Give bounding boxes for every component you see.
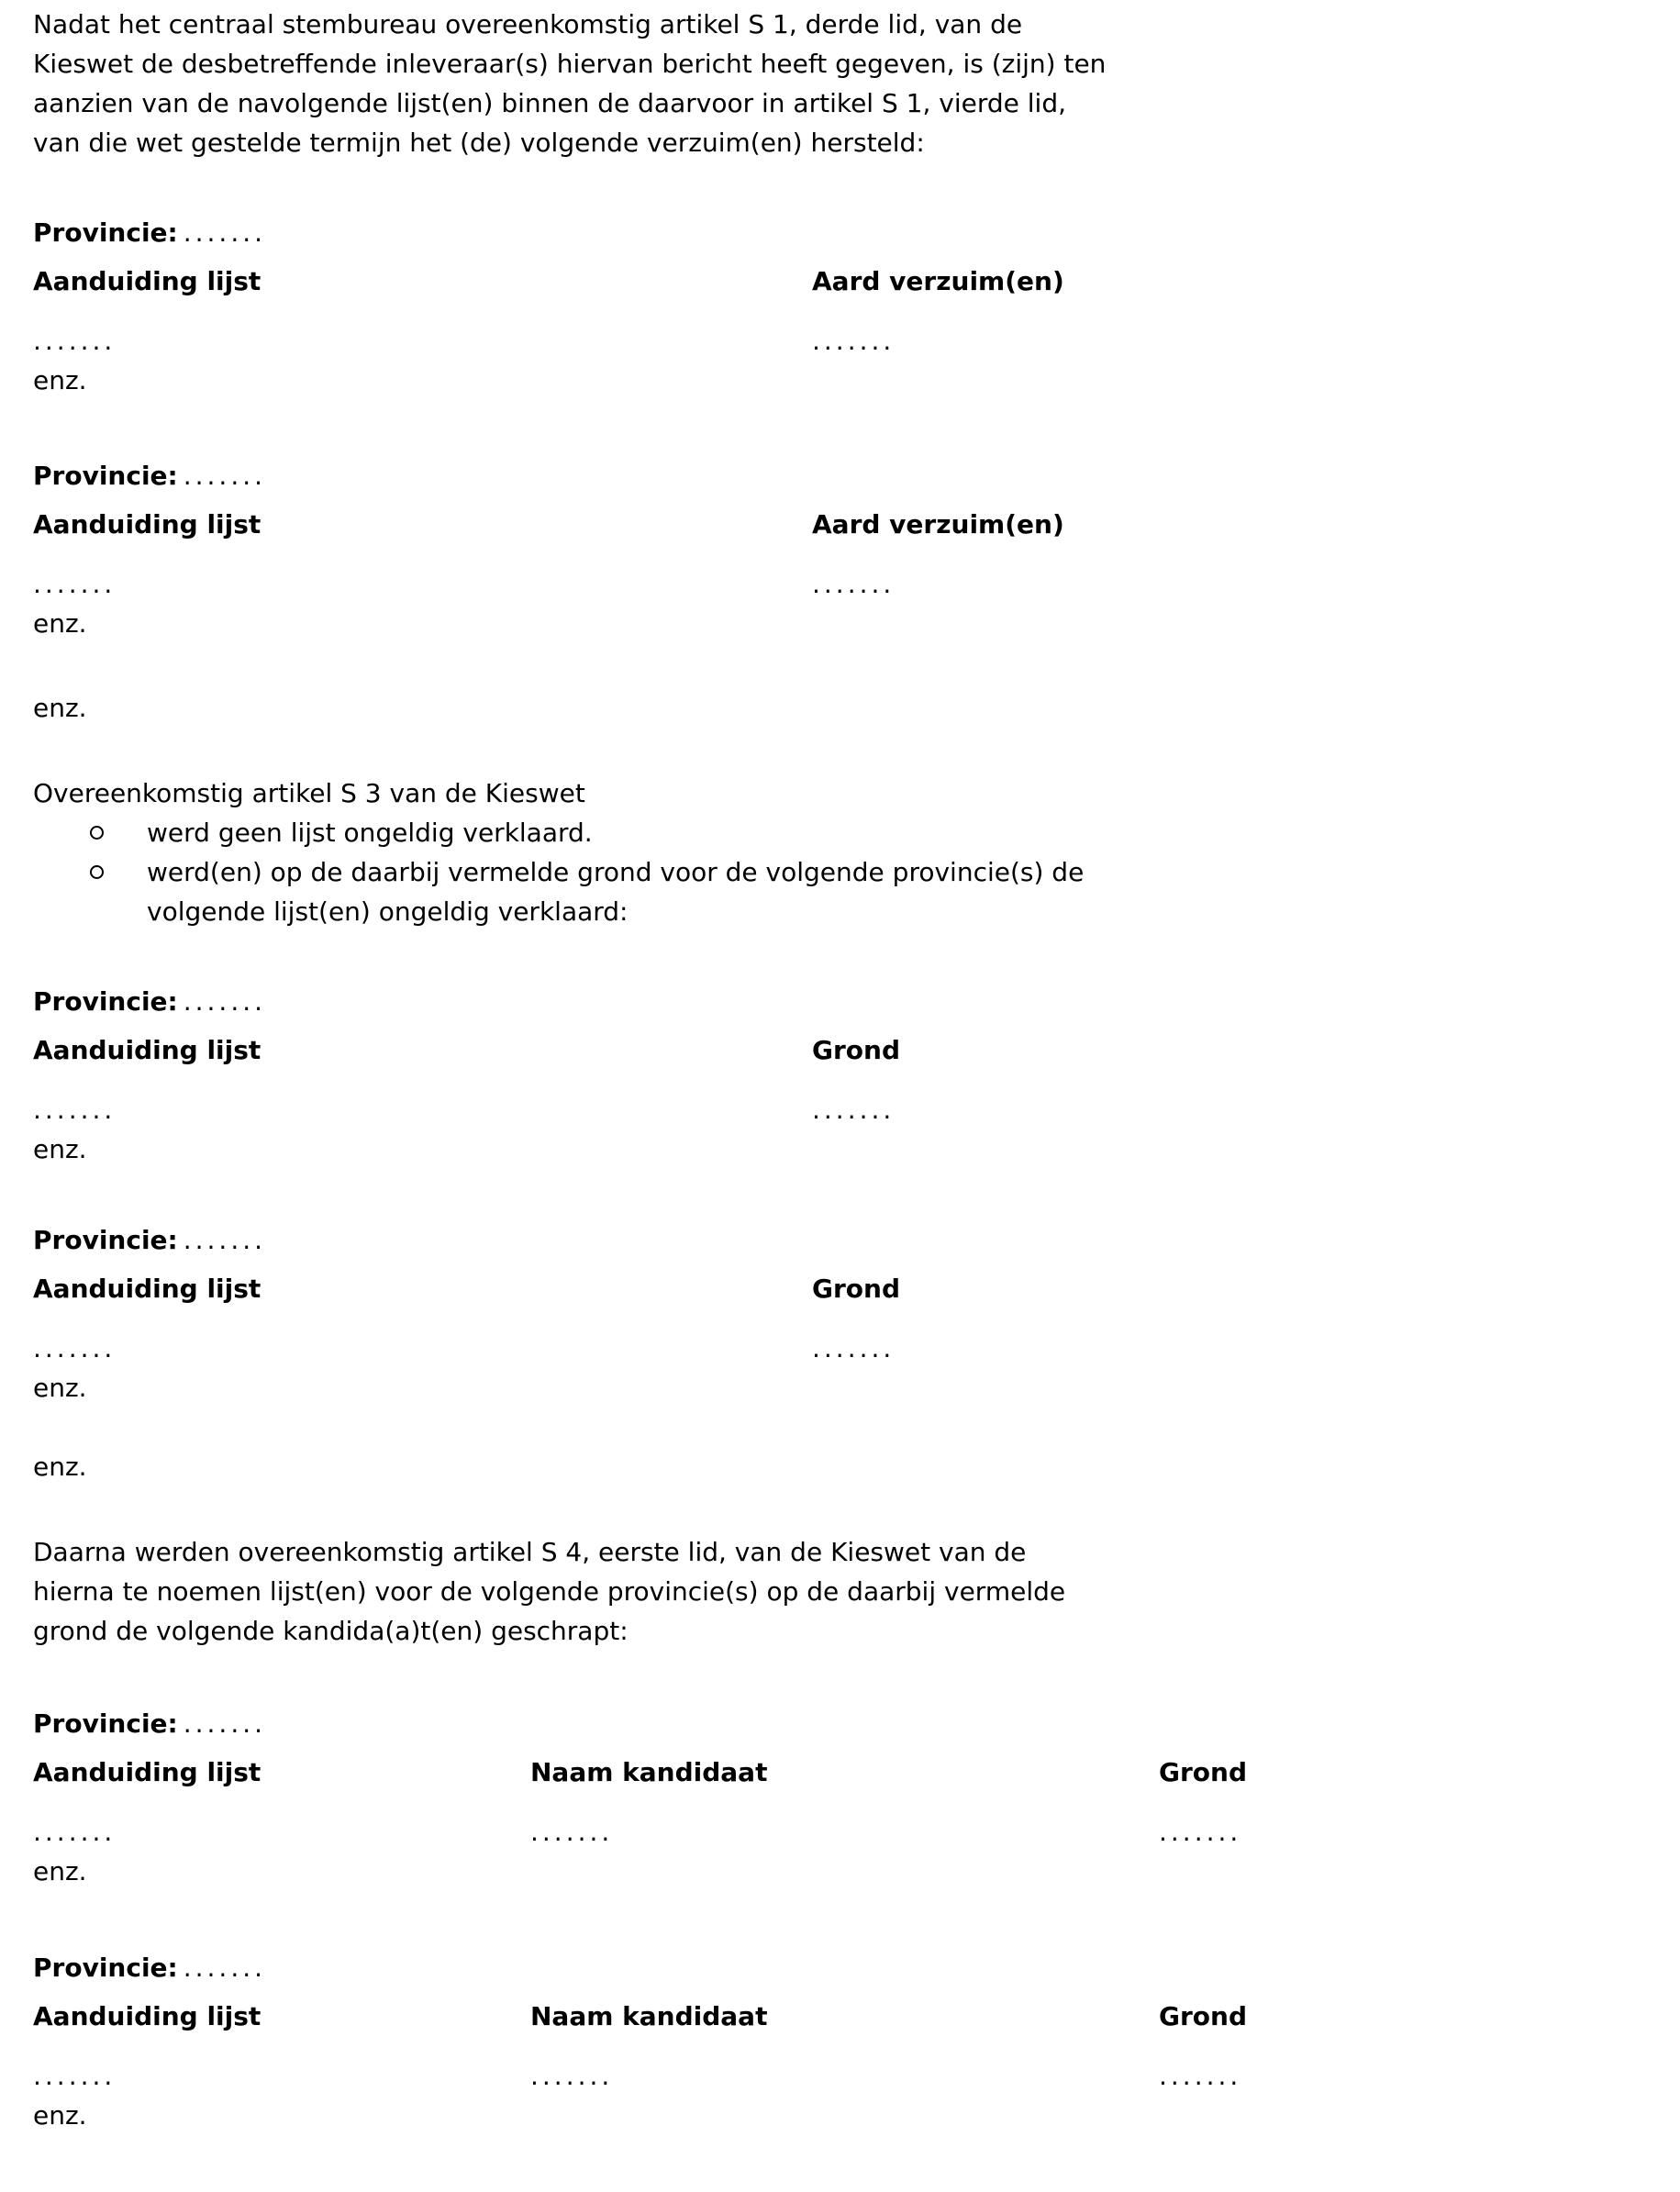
intro-line: van die wet gestelde termijn het (de) volgende verzuim(en) hersteld: bbox=[33, 128, 925, 158]
placeholder-dots: ....... bbox=[530, 1817, 614, 1847]
provincie-block-5 bbox=[33, 1704, 1652, 1891]
placeholder-dots: ....... bbox=[1159, 1817, 1242, 1847]
provincie-heading bbox=[33, 1704, 1652, 1743]
artikel-s3-section bbox=[33, 773, 1652, 931]
circle-bullet-icon bbox=[90, 826, 104, 840]
table-row bbox=[33, 1812, 1652, 1852]
provincie-placeholder-dots: ....... bbox=[183, 461, 267, 491]
provincie-placeholder-dots: ....... bbox=[183, 986, 267, 1017]
bullet-item bbox=[33, 852, 1652, 931]
column-header-grond: Grond bbox=[812, 1274, 901, 1304]
placeholder-dots: ....... bbox=[530, 2061, 614, 2091]
placeholder-dots: ....... bbox=[33, 1095, 117, 1125]
column-header-aard-verzuim: Aard verzuim(en) bbox=[812, 509, 1064, 540]
column-header-aanduiding-lijst: Aanduiding lijst bbox=[33, 266, 261, 296]
placeholder-dots: ....... bbox=[812, 326, 896, 356]
column-header-grond: Grond bbox=[812, 1035, 901, 1065]
bullet-text: werd(en) op de daarbij vermelde grond voor de volgende provincie(s) de bbox=[147, 857, 1085, 887]
provincie-block-4 bbox=[33, 1220, 1652, 1408]
provincie-label: Provincie: bbox=[33, 1953, 178, 1983]
provincie-heading bbox=[33, 1220, 1652, 1260]
provincie-placeholder-dots: ....... bbox=[183, 1225, 267, 1255]
placeholder-dots: ....... bbox=[33, 1333, 117, 1363]
placeholder-dots: ....... bbox=[812, 1095, 896, 1125]
placeholder-dots: ....... bbox=[812, 569, 896, 599]
enz-label: enz. bbox=[33, 1373, 87, 1403]
s4-line: Daarna werden overeenkomstig artikel S 4, eerste lid, van de Kieswet van de bbox=[33, 1537, 1027, 1567]
placeholder-dots: ....... bbox=[33, 2061, 117, 2091]
column-header-aard-verzuim: Aard verzuim(en) bbox=[812, 266, 1064, 296]
provincie-heading bbox=[33, 213, 1652, 252]
provincie-label: Provincie: bbox=[33, 1225, 178, 1255]
column-headers bbox=[33, 1997, 1652, 2036]
table-row bbox=[33, 321, 1652, 361]
intro-line: aanzien van de navolgende lijst(en) binnen de daarvoor in artikel S 1, vierde lid, bbox=[33, 88, 1067, 118]
placeholder-dots: ....... bbox=[1159, 2061, 1242, 2091]
column-header-grond: Grond bbox=[1159, 1757, 1248, 1787]
bullet-item bbox=[33, 813, 1652, 852]
placeholder-dots: ....... bbox=[812, 1333, 896, 1363]
provincie-heading bbox=[33, 982, 1652, 1021]
column-header-aanduiding-lijst: Aanduiding lijst bbox=[33, 509, 261, 540]
table-row bbox=[33, 1090, 1652, 1129]
enz-label: enz. bbox=[33, 608, 87, 639]
column-header-naam-kandidaat: Naam kandidaat bbox=[530, 2001, 768, 2031]
column-header-grond: Grond bbox=[1159, 2001, 1248, 2031]
s4-line: grond de volgende kandida(a)t(en) geschrapt: bbox=[33, 1616, 629, 1646]
table-row bbox=[33, 2056, 1652, 2096]
column-headers bbox=[33, 1030, 1652, 1070]
intro-paragraph bbox=[33, 5, 1652, 162]
placeholder-dots: ....... bbox=[33, 1817, 117, 1847]
enz-label: enz. bbox=[33, 1134, 87, 1164]
bullet-text: werd geen lijst ongeldig verklaard. bbox=[147, 818, 593, 848]
intro-line: Kieswet de desbetreffende inleveraar(s) hiervan bericht heeft gegeven, is (zijn) ten bbox=[33, 49, 1107, 79]
column-headers bbox=[33, 505, 1652, 544]
enz-label: enz. bbox=[33, 1452, 87, 1482]
enz-label: enz. bbox=[33, 365, 87, 395]
intro-line: Nadat het centraal stembureau overeenkomstig artikel S 1, derde lid, van de bbox=[33, 9, 1023, 39]
provincie-placeholder-dots: ....... bbox=[183, 1708, 267, 1739]
column-headers bbox=[33, 261, 1652, 301]
provincie-label: Provincie: bbox=[33, 986, 178, 1017]
provincie-label: Provincie: bbox=[33, 217, 178, 248]
s4-line: hierna te noemen lijst(en) voor de volgende provincie(s) op de daarbij vermelde bbox=[33, 1576, 1066, 1607]
enz-label: enz. bbox=[33, 2100, 87, 2131]
provincie-block-2 bbox=[33, 456, 1652, 643]
bullet-text: volgende lijst(en) ongeldig verklaard: bbox=[147, 896, 629, 927]
artikel-s4-paragraph bbox=[33, 1532, 1652, 1651]
column-headers bbox=[33, 1752, 1652, 1792]
column-header-naam-kandidaat: Naam kandidaat bbox=[530, 1757, 768, 1787]
provincie-label: Provincie: bbox=[33, 461, 178, 491]
provincie-block-3 bbox=[33, 982, 1652, 1169]
artikel-s3-heading: Overeenkomstig artikel S 3 van de Kieswet bbox=[33, 778, 585, 808]
column-header-aanduiding-lijst: Aanduiding lijst bbox=[33, 1274, 261, 1304]
provincie-placeholder-dots: ....... bbox=[183, 1953, 267, 1983]
placeholder-dots: ....... bbox=[33, 569, 117, 599]
provincie-label: Provincie: bbox=[33, 1708, 178, 1739]
provincie-heading bbox=[33, 1948, 1652, 1987]
circle-bullet-icon bbox=[90, 865, 104, 879]
enz-label: enz. bbox=[33, 693, 87, 723]
column-header-aanduiding-lijst: Aanduiding lijst bbox=[33, 1757, 261, 1787]
provincie-heading bbox=[33, 456, 1652, 495]
provincie-block-6 bbox=[33, 1948, 1652, 2135]
column-headers bbox=[33, 1269, 1652, 1308]
provincie-placeholder-dots: ....... bbox=[183, 217, 267, 248]
table-row bbox=[33, 564, 1652, 604]
provincie-block-1 bbox=[33, 213, 1652, 400]
table-row bbox=[33, 1329, 1652, 1368]
column-header-aanduiding-lijst: Aanduiding lijst bbox=[33, 1035, 261, 1065]
column-header-aanduiding-lijst: Aanduiding lijst bbox=[33, 2001, 261, 2031]
enz-label: enz. bbox=[33, 1856, 87, 1886]
placeholder-dots: ....... bbox=[33, 326, 117, 356]
